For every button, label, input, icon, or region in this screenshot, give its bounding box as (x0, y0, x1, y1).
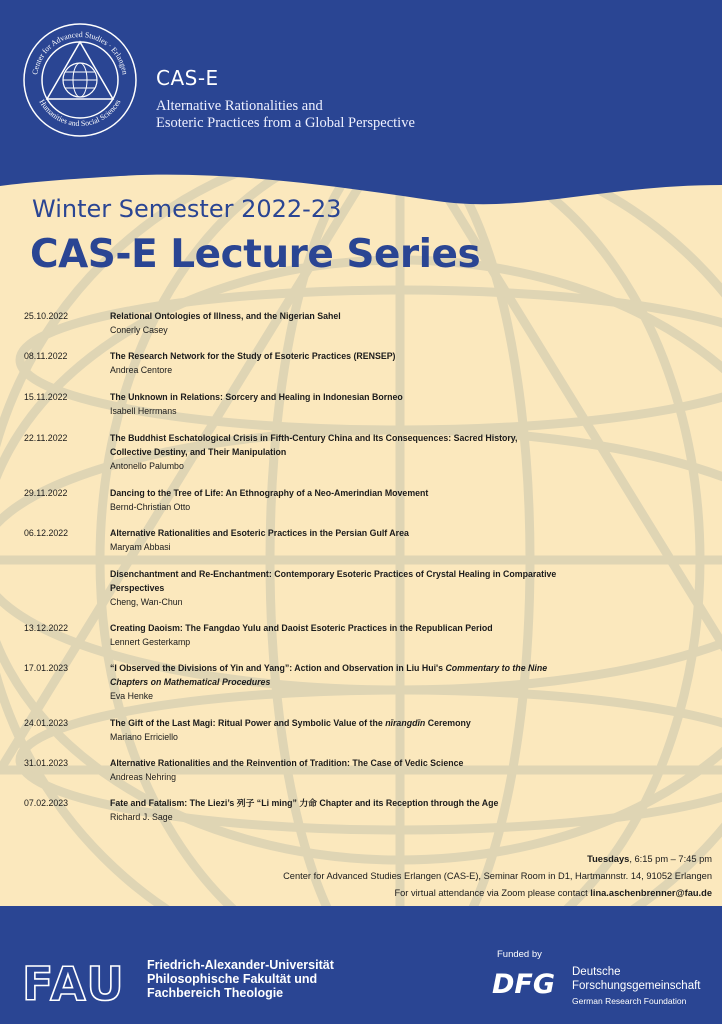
fau-line3: Fachbereich Theologie (147, 986, 284, 1000)
lecture-item (24, 431, 704, 473)
lecture-speaker: Bernd-Christian Otto (110, 502, 191, 512)
series-title: CAS-E Lecture Series (30, 232, 481, 277)
cas-e-logo (22, 22, 138, 138)
lecture-date: 22.11.2022 (24, 433, 68, 443)
dfg-logo-text: DFG (492, 969, 556, 996)
lecture-speaker: Andreas Nehring (110, 772, 177, 782)
schedule-time: , 6:15 pm – 7:45 pm (629, 854, 712, 864)
lecture-title-italic: Commentary to the Nine (445, 663, 548, 673)
dfg-name-block (572, 966, 700, 1009)
lecture-date: 07.02.2023 (24, 798, 69, 808)
lecture-title: The Unknown in Relations: Sorcery and Healing in Indonesian Borneo (110, 392, 403, 402)
zoom-line (283, 885, 712, 902)
lecture-item (24, 390, 704, 418)
lecture-item (24, 661, 704, 703)
semester-heading: Winter Semester 2022-23 (32, 195, 342, 223)
brand-block (156, 66, 415, 132)
brand-subtitle-line2: Esoteric Practices from a Global Perspective (156, 115, 415, 131)
lecture-date: 24.01.2023 (24, 718, 69, 728)
dfg-logo (492, 968, 564, 996)
lecture-title-line2: Perspectives (110, 583, 165, 593)
zoom-text: For virtual attendance via Zoom please contact (394, 888, 591, 898)
lecture-title: Alternative Rationalities and the Reinvention of Tradition: The Case of Vedic Science (110, 758, 464, 768)
lecture-date: 25.10.2022 (24, 311, 69, 321)
contact-email-link[interactable]: lina.aschenbrenner@fau.de (590, 888, 712, 898)
lecture-speaker: Richard J. Sage (110, 812, 173, 822)
lecture-speaker: Antonello Palumbo (110, 461, 184, 471)
lecture-title: Relational Ontologies of Illness, and the Nigerian Sahel (110, 311, 341, 321)
lecture-title: Dancing to the Tree of Life: An Ethnography of a Neo-Amerindian Movement (110, 488, 429, 498)
fau-line1: Friedrich-Alexander-Universität (147, 958, 334, 972)
lecture-date: 31.01.2023 (24, 758, 69, 768)
lecture-title-line1: Disenchantment and Re-Enchantment: Contemporary Esoteric Practices of Crystal Healing in Comparative (110, 569, 557, 579)
lecture-title: Fate and Fatalism: The Liezi’s 列子 “Li ming” 力命 Chapter and its Reception through the Age (110, 798, 499, 808)
lecture-title-line1: The Buddhist Eschatological Crisis in Fifth-Century China and Its Consequences: Sacred History, (110, 433, 518, 443)
lecture-date: 15.11.2022 (24, 392, 68, 402)
lecture-title (110, 716, 704, 730)
lecture-date: 13.12.2022 (24, 623, 69, 633)
lecture-title-line2: Collective Destiny, and Their Manipulation (110, 447, 287, 457)
lecture-speaker: Mariano Erriciello (110, 732, 178, 742)
lecture-item (24, 621, 704, 649)
lecture-date: 29.11.2022 (24, 488, 68, 498)
header-banner (0, 0, 722, 210)
lecture-speaker: Eva Henke (110, 691, 154, 701)
fau-logo (22, 960, 140, 1004)
lecture-title-plain: “I Observed the Divisions of Yin and Yang”: Action and Observation in Liu Hui's (110, 663, 446, 673)
venue-info (283, 851, 712, 902)
svg-text:Humanities and Social Sciences (37, 98, 122, 128)
lecture-item (24, 486, 704, 514)
lecture-item (24, 796, 704, 824)
lecture-item (24, 716, 704, 744)
lecture-item (24, 756, 704, 784)
lecture-speaker: Cheng, Wan-Chun (110, 597, 183, 607)
lecture-item (24, 567, 704, 609)
lecture-item (24, 526, 704, 554)
lecture-date: 06.12.2022 (24, 528, 69, 538)
lecture-title-line1 (110, 661, 704, 675)
lecture-speaker: Andrea Centore (110, 365, 173, 375)
lecture-title-italic: nīrangdīn (385, 718, 426, 728)
fau-name-block (147, 958, 334, 1000)
dfg-line2: Forschungsgemeinschaft (572, 979, 701, 992)
venue-place: Center for Advanced Studies Erlangen (CAS-E), Seminar Room in D1, Hartmannstr. 14, 91052 Erlangen (283, 871, 712, 881)
lecture-item (24, 349, 704, 377)
lecture-speaker: Lennert Gesterkamp (110, 637, 191, 647)
lecture-title-line2 (110, 675, 704, 689)
lecture-speaker: Conerly Casey (110, 325, 168, 335)
lecture-speaker: Isabell Herrmans (110, 406, 177, 416)
lecture-date: 17.01.2023 (24, 663, 69, 673)
brand-title: CAS-E (156, 66, 219, 90)
logo-ring-top-text: Center for Advanced Studies · Erlangen (30, 29, 130, 76)
fau-logo-text: FAU (22, 960, 126, 1004)
lecture-speaker: Maryam Abbasi (110, 542, 171, 552)
funded-by-label: Funded by (497, 949, 542, 960)
dfg-line1: Deutsche (572, 966, 621, 978)
lecture-title-italic: Chapters on Mathematical Procedures (110, 677, 271, 687)
footer-banner (0, 906, 722, 1024)
lecture-title: The Research Network for the Study of Esoteric Practices (RENSEP) (110, 351, 396, 361)
logo-ring-bottom-text: Humanities and Social Sciences (37, 97, 123, 129)
lecture-title-plain: The Gift of the Last Magi: Ritual Power and Symbolic Value of the (110, 718, 386, 728)
lecture-date: 08.11.2022 (24, 351, 68, 361)
lecture-title: Creating Daoism: The Fangdao Yulu and Daoist Esoteric Practices in the Republican Period (110, 623, 493, 633)
lecture-title-end: Ceremony (425, 718, 471, 728)
schedule-line (283, 851, 712, 868)
fau-line2: Philosophische Fakultät und (147, 972, 318, 986)
brand-subtitle-line1: Alternative Rationalities and (156, 98, 323, 114)
dfg-line3: German Research Foundation (572, 996, 687, 1006)
schedule-day: Tuesdays (587, 854, 630, 864)
lecture-item (24, 309, 704, 337)
lecture-title: Alternative Rationalities and Esoteric Practices in the Persian Gulf Area (110, 528, 409, 538)
